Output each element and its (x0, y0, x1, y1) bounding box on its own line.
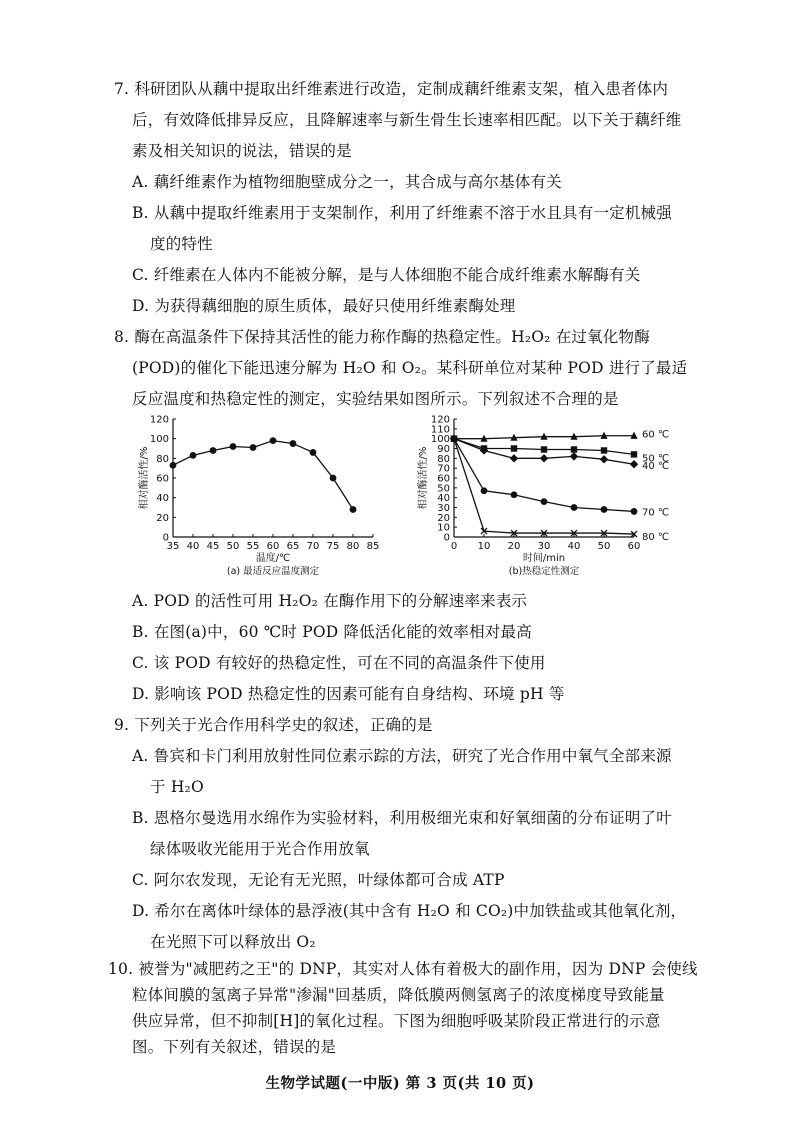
q10-line-1: 10. 被誉为"减肥药之王"的 DNP，其实对人体有着极大的副作用，因为 DNP 会使线 (108, 960, 698, 978)
q7-option-d: D. 为获得藕细胞的原生质体，最好只使用纤维素酶处理 (132, 297, 516, 315)
data-point (270, 437, 277, 444)
y-tick-label: 100 (149, 434, 169, 446)
series-label: 80 ℃ (642, 532, 670, 544)
y-axis-label: 相对酶活性/% (418, 446, 429, 510)
y-tick-label: 60 (437, 473, 450, 485)
data-point (190, 452, 197, 459)
q9-option-c: C. 阿尔农发现，无论有无光照，叶绿体都可合成 ATP (132, 871, 505, 889)
y-tick-label: 100 (430, 434, 450, 446)
x-tick-label: 45 (206, 541, 220, 552)
data-point (631, 451, 637, 457)
y-tick-label: 90 (437, 444, 450, 455)
x-tick-label: 60 (266, 541, 280, 552)
q7-option-a: A. 藕纤维素作为植物细胞壁成分之一，其合成与高尔基体有关 (132, 173, 562, 191)
series-label: 40 ℃ (642, 461, 670, 473)
x-tick-label: 35 (166, 541, 180, 552)
q9-option-b-cont: 绿体吸收光能用于光合作用放氧 (150, 840, 370, 858)
q8-line-3: 反应温度和热稳定性的测定，实验结果如图所示。下列叙述不合理的是 (132, 390, 619, 408)
x-tick-label: 50 (226, 541, 240, 552)
y-tick-label: 30 (437, 503, 450, 514)
x-tick-label: 60 (627, 541, 641, 552)
y-tick-label: 20 (437, 512, 450, 524)
data-point (601, 447, 607, 453)
q8-option-c: C. 该 POD 有较好的热稳定性，可在不同的高温条件下使用 (132, 654, 546, 672)
y-tick-label: 0 (162, 532, 169, 544)
data-point (541, 498, 548, 505)
q7-option-b-cont: 度的特性 (150, 235, 213, 253)
q9-option-a: A. 鲁宾和卡门利用放射性同位素示踪的方法，研究了光合作用中氧气全部来源 (132, 747, 672, 765)
q7-line-3: 素及相关知识的说法，错误的是 (132, 142, 352, 160)
series-label: 60 ℃ (642, 429, 670, 441)
data-point (250, 444, 257, 451)
q9-line-1: 9. 下列关于光合作用科学史的叙述，正确的是 (114, 716, 433, 734)
x-axis-label: 时间/min (522, 553, 566, 564)
x-tick-label: 70 (306, 541, 320, 552)
q8-line-2: (POD)的催化下能迅速分解为 H₂O 和 O₂。某科研单位对某种 POD 进行了最适 (132, 359, 688, 377)
data-point (481, 487, 488, 494)
x-axis-label: 温度/℃ (255, 553, 291, 564)
x-tick-label: 20 (507, 541, 521, 552)
y-tick-label: 120 (430, 414, 450, 426)
q7-option-c: C. 纤维素在人体内不能被分解，是与人体细胞不能合成纤维素水解酶有关 (132, 266, 641, 284)
x-tick-label: 30 (537, 541, 551, 552)
data-point (511, 445, 517, 451)
q10-line-3: 供应异常，但不抑制[H]的氧化过程。下图为细胞呼吸某阶段正常进行的示意 (132, 1012, 661, 1030)
data-point (290, 440, 297, 447)
q8-option-a: A. POD 的活性可用 H₂O₂ 在酶作用下的分解速率来表示 (132, 592, 528, 610)
chart-optimal-temperature (135, 405, 395, 583)
series-label: 50 ℃ (642, 453, 670, 465)
y-tick-label: 110 (430, 424, 450, 436)
q8-line-1: 8. 酶在高温条件下保持其活性的能力称作酶的热稳定性。H₂O₂ 在过氧化物酶 (114, 328, 650, 346)
data-point (350, 506, 357, 513)
y-tick-label: 60 (156, 473, 169, 485)
y-tick-label: 70 (437, 463, 450, 475)
y-tick-label: 40 (437, 493, 450, 505)
q7-option-b: B. 从藕中提取纤维素用于支架制作，利用了纤维素不溶于水且具有一定机械强 (132, 204, 672, 222)
y-tick-label: 10 (437, 522, 450, 534)
y-tick-label: 80 (156, 453, 169, 465)
x-tick-label: 55 (246, 541, 260, 552)
x-tick-label: 75 (326, 541, 340, 552)
y-axis-label: 相对酶活性/% (139, 446, 150, 510)
chart-caption: (a) 最适反应温度测定 (226, 566, 320, 577)
data-point (631, 508, 638, 515)
y-tick-label: 20 (156, 512, 169, 524)
data-point (541, 446, 547, 452)
data-point (570, 452, 578, 460)
data-point (540, 454, 548, 462)
data-point (600, 455, 608, 463)
page-footer: 生物学试题(一中版) 第 3 页(共 10 页) (265, 1075, 535, 1092)
x-tick-label: 40 (186, 541, 200, 552)
q9-option-b: B. 恩格尔曼选用水绵作为实验材料，利用极细光束和好氧细菌的分布证明了叶 (132, 809, 672, 827)
chart-thermal-stability (412, 405, 682, 583)
y-tick-label: 50 (437, 483, 450, 495)
series-label: 70 ℃ (642, 507, 670, 519)
x-tick-label: 85 (366, 541, 380, 552)
q8-option-d: D. 影响该 POD 热稳定性的因素可能有自身结构、环境 pH 等 (132, 685, 565, 703)
q7-line-2: 后，有效降低排异反应，且降解速率与新生骨生长速率相匹配。以下关于藕纤维 (132, 111, 682, 129)
chart-caption: (b)热稳定性测定 (508, 566, 580, 577)
data-point (310, 449, 317, 456)
data-point (330, 475, 337, 482)
data-point (511, 491, 518, 498)
data-point (571, 446, 577, 452)
x-tick-label: 50 (597, 541, 611, 552)
q10-line-2: 粒体间膜的氢离子异常"渗漏"回基质，降低膜两侧氢离子的浓度梯度导致能量 (132, 986, 665, 1004)
q8-option-b: B. 在图(a)中，60 ℃时 POD 降低活化能的效率相对最高 (132, 623, 532, 641)
q10-line-4: 图。下列有关叙述，错误的是 (132, 1038, 337, 1056)
series-line-0 (173, 441, 353, 510)
x-tick-label: 10 (477, 541, 491, 552)
y-tick-label: 120 (149, 414, 169, 426)
y-tick-label: 0 (443, 532, 450, 544)
q9-option-d: D. 希尔在离体叶绿体的悬浮液(其中含有 H₂O 和 CO₂)中加铁盐或其他氧化剂， (132, 902, 687, 920)
q7-line-1: 7. 科研团队从藕中提取出纤维素进行改造，定制成藕纤维素支架，植入患者体内 (114, 80, 669, 98)
q9-option-a-cont: 于 H₂O (150, 778, 204, 796)
y-tick-label: 80 (437, 453, 450, 465)
data-point (601, 506, 608, 513)
data-point (230, 443, 237, 450)
x-tick-label: 40 (567, 541, 581, 552)
x-tick-label: 65 (286, 541, 300, 552)
x-tick-label: 0 (450, 541, 458, 552)
data-point (630, 460, 638, 468)
data-point (510, 454, 518, 462)
data-point (170, 462, 177, 469)
q9-option-d-cont: 在光照下可以释放出 O₂ (150, 933, 316, 951)
x-tick-label: 80 (346, 541, 360, 552)
y-tick-label: 40 (156, 493, 169, 505)
data-point (571, 504, 578, 511)
data-point (210, 447, 217, 454)
